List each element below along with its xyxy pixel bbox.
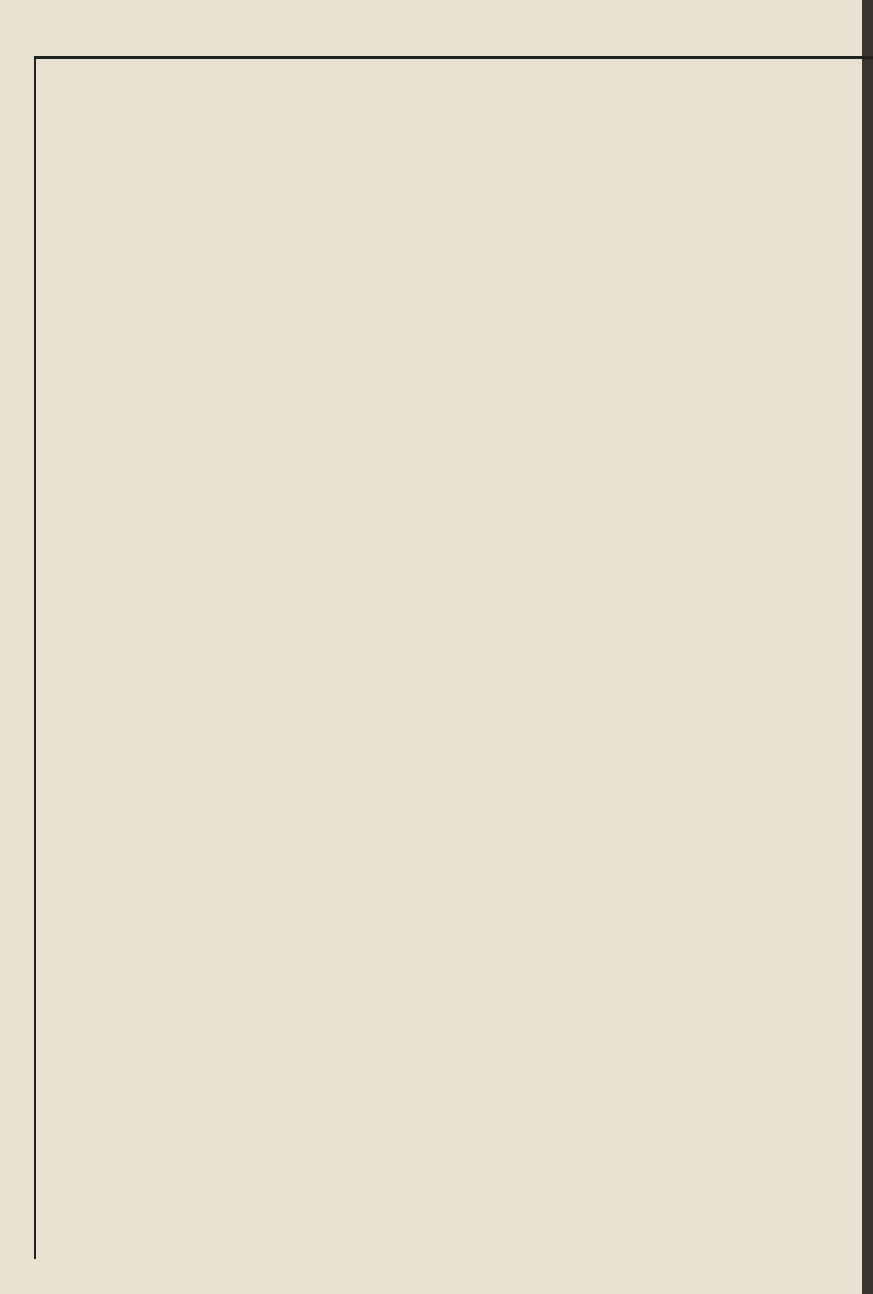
ledger-table (34, 56, 873, 1259)
